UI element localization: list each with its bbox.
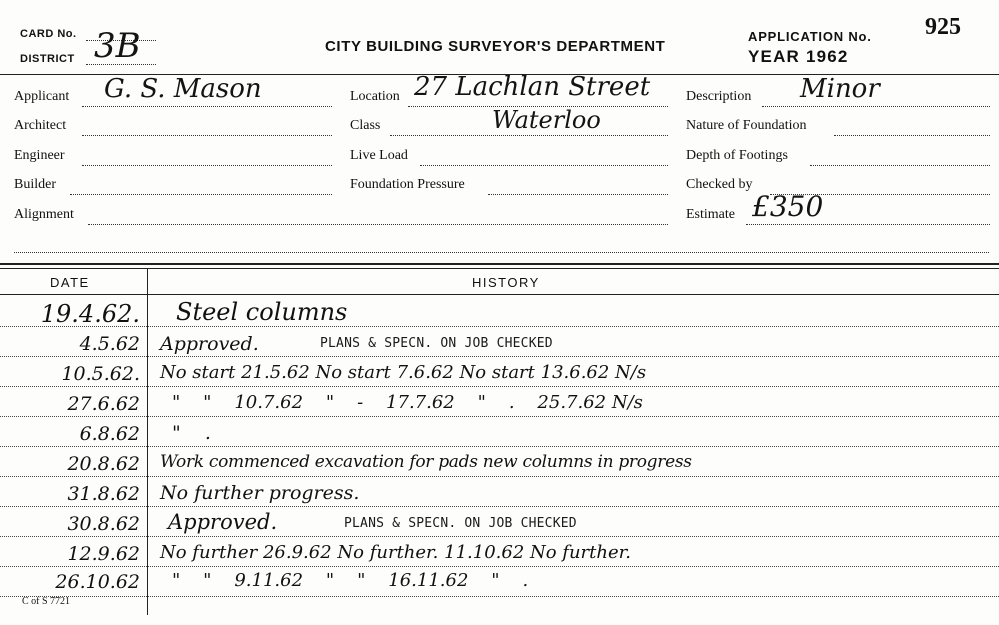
checked-by-label: Checked by <box>686 177 753 192</box>
applicant-label: Applicant <box>14 89 70 104</box>
builder-label: Builder <box>14 177 56 192</box>
history-entry: " " 10.7.62 " - 17.7.62 " . 25.7.62 N/s <box>172 392 643 413</box>
estimate-value: £350 <box>752 190 824 223</box>
location-value-street: 27 Lachlan Street <box>414 72 651 102</box>
history-date: 26.10.62 <box>55 571 140 593</box>
ruled-line <box>0 566 999 567</box>
blank-line <box>14 252 989 253</box>
history-entry: Work commenced excavation for pads new columns in progress <box>160 452 692 472</box>
estimate-line <box>746 224 990 225</box>
live-load-line <box>420 165 668 166</box>
ruled-line <box>0 536 999 537</box>
ruled-line <box>0 506 999 507</box>
depth-of-footings-label: Depth of Footings <box>686 148 788 163</box>
history-top-rule <box>0 263 999 265</box>
description-label: Description <box>686 89 752 104</box>
history-entry: No further 26.9.62 No further. 11.10.62 No further. <box>160 542 631 563</box>
ruled-line <box>0 446 999 447</box>
foundation-pressure-label: Foundation Pressure <box>350 177 465 192</box>
history-entry: Approved. <box>168 510 278 534</box>
ruled-line <box>0 356 999 357</box>
history-date: 30.8.62 <box>67 513 140 535</box>
district-label: DISTRICT <box>20 53 75 65</box>
history-date: 31.8.62 <box>67 483 140 505</box>
ruled-line <box>0 416 999 417</box>
card-no-label: CARD No. <box>20 28 77 40</box>
history-entry: No further progress. <box>160 482 360 504</box>
date-column-header: DATE <box>50 275 90 290</box>
history-date: 6.8.62 <box>79 423 140 445</box>
nature-of-foundation-label: Nature of Foundation <box>686 118 807 133</box>
checked-stamp: PLANS & SPECN. ON JOB CHECKED <box>344 516 577 531</box>
architect-line <box>82 135 332 136</box>
card-number: 925 <box>925 14 961 40</box>
live-load-label: Live Load <box>350 148 408 163</box>
engineer-line <box>82 165 332 166</box>
date-column-divider <box>147 268 148 615</box>
applicant-line <box>82 106 332 107</box>
class-label: Class <box>350 118 381 133</box>
ruled-line <box>0 476 999 477</box>
history-date: 20.8.62 <box>67 453 140 475</box>
history-entry: Steel columns <box>176 298 348 326</box>
history-date: 19.4.62. <box>40 300 140 328</box>
ruled-line <box>0 596 999 597</box>
history-date: 4.5.62 <box>79 333 140 355</box>
alignment-label: Alignment <box>14 207 74 222</box>
description-line <box>762 106 990 107</box>
history-date: 10.5.62. <box>61 363 140 385</box>
history-entry: " . <box>172 422 211 444</box>
history-top-rule-inner <box>0 268 999 269</box>
checked-stamp: PLANS & SPECN. ON JOB CHECKED <box>320 336 553 351</box>
ruled-line <box>0 386 999 387</box>
engineer-label: Engineer <box>14 148 65 163</box>
history-entry: " " 9.11.62 " " 16.11.62 " . <box>172 570 529 591</box>
depth-of-footings-line <box>810 165 990 166</box>
history-date: 27.6.62 <box>67 393 140 415</box>
history-column-header: HISTORY <box>472 275 540 290</box>
class-line <box>390 135 668 136</box>
estimate-label: Estimate <box>686 207 735 222</box>
location-value-suburb: Waterloo <box>492 106 601 134</box>
location-label: Location <box>350 89 400 104</box>
year-label: YEAR 1962 <box>748 47 849 66</box>
alignment-line <box>88 224 668 225</box>
ruled-line <box>0 326 999 327</box>
department-title: CITY BUILDING SURVEYOR'S DEPARTMENT <box>325 38 666 55</box>
history-date: 12.9.62 <box>67 543 140 565</box>
application-no-label: APPLICATION No. <box>748 29 872 44</box>
applicant-value: G. S. Mason <box>104 74 262 104</box>
form-code: C of S 7721 <box>22 596 71 607</box>
description-value: Minor <box>800 74 880 104</box>
nature-of-foundation-line <box>834 135 990 136</box>
foundation-pressure-line <box>488 194 668 195</box>
history-header-rule <box>0 294 999 295</box>
builder-line <box>70 194 332 195</box>
architect-label: Architect <box>14 118 67 133</box>
history-entry: Approved. <box>160 333 259 355</box>
district-value: 3B <box>94 26 141 66</box>
history-entry: No start 21.5.62 No start 7.6.62 No start 13.6.62 N/s <box>160 362 647 383</box>
